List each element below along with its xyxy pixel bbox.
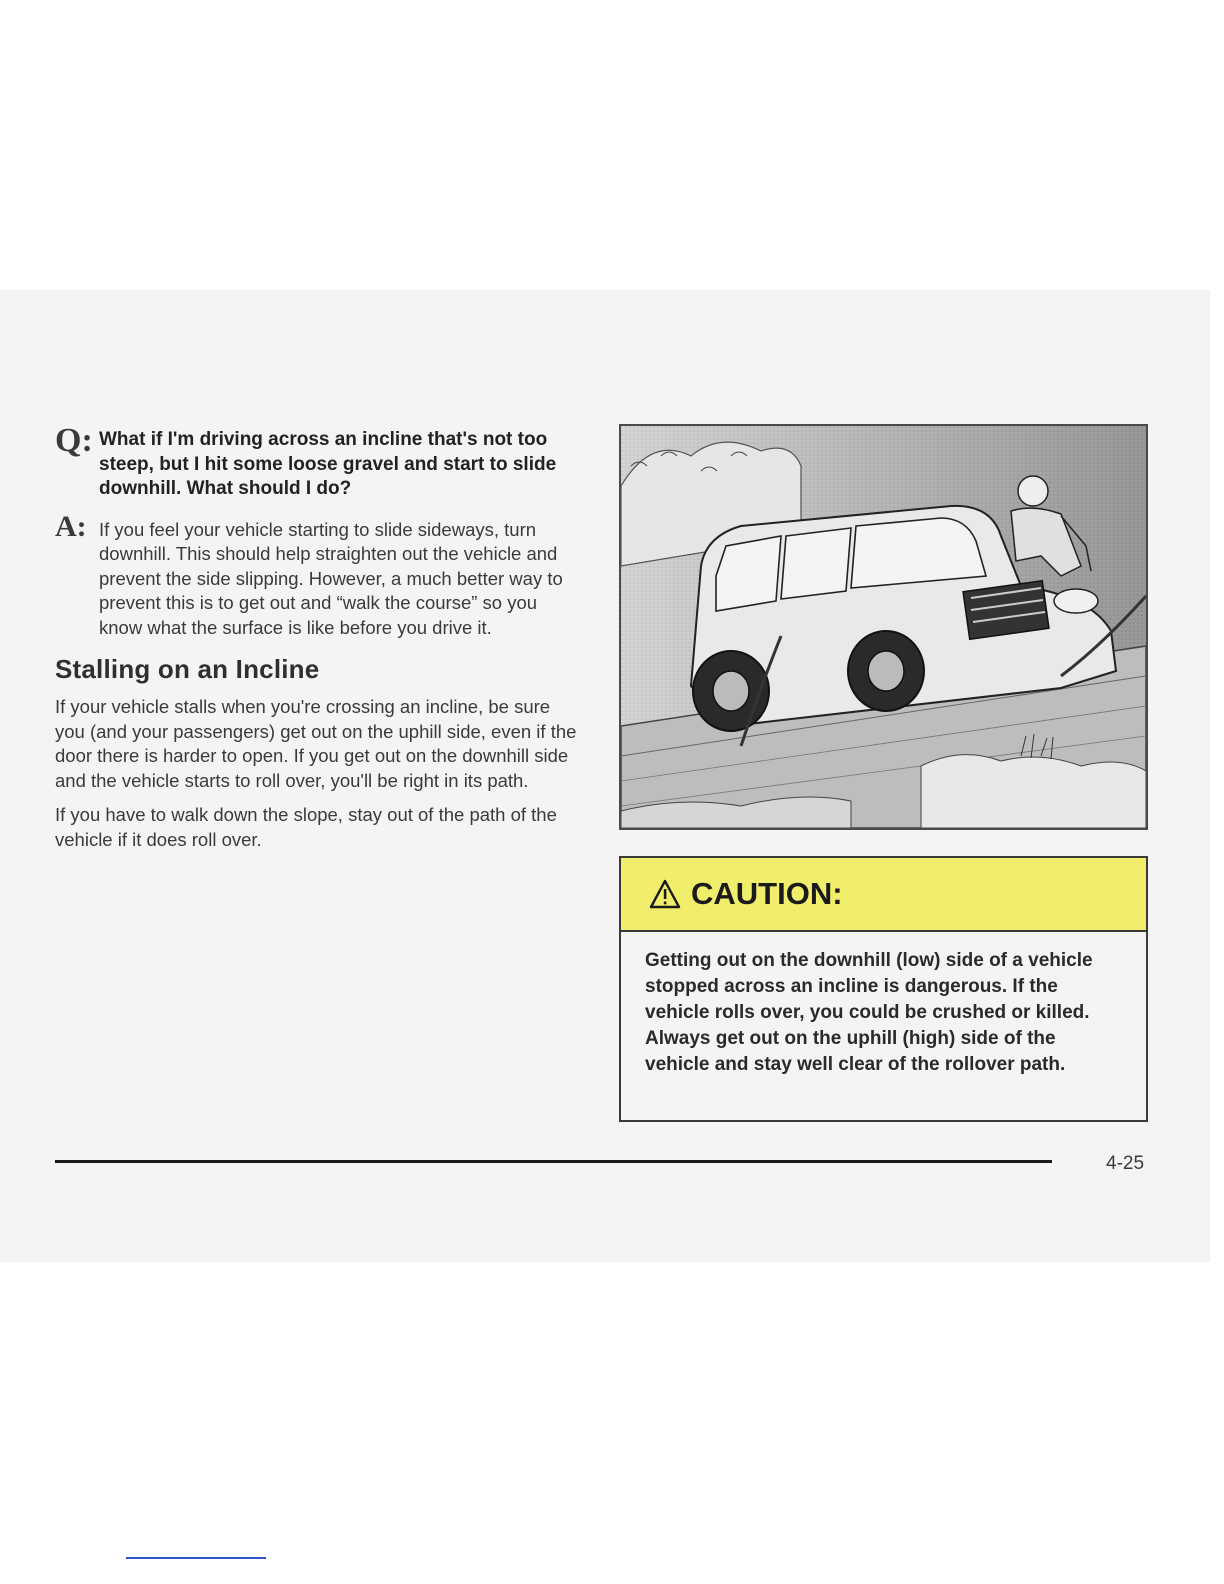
bottom-link-underline xyxy=(126,1557,266,1559)
body-paragraph-1: If your vehicle stalls when you're crossing an incline, be sure you (and your passengers) get out on the uphill side, even if the door there is harder to open. If you get out on the downhill side and the vehicle starts to roll over, you'll be right in its path. xyxy=(55,696,577,791)
page-number: 4-25 xyxy=(1106,1153,1145,1174)
section-heading: Stalling on an Incline xyxy=(55,654,320,684)
question-text: What if I'm driving across an incline that's not too steep, but I hit some loose gravel and start to slide downhill. What should I do? xyxy=(99,429,557,499)
warning-triangle-icon xyxy=(649,879,681,909)
answer-marker: A: xyxy=(55,509,87,543)
footer-rule xyxy=(55,1160,1052,1163)
question-block xyxy=(55,422,585,502)
body-paragraph-2: If you have to walk down the slope, stay out of the path of the vehicle if it does roll over. xyxy=(55,804,557,850)
caution-title: CAUTION: xyxy=(691,876,843,911)
answer-text: If you feel your vehicle starting to slide sideways, turn downhill. This should help straighten out the vehicle and prevent the side slipping. However, a much better way to prevent this is to get out and “walk the course” so you know what the surface is like before you drive it. xyxy=(99,518,563,638)
suv-incline-illustration xyxy=(619,424,1148,830)
question-marker: Q: xyxy=(55,422,93,459)
left-column xyxy=(55,422,585,862)
caution-text: Getting out on the downhill (low) side of a vehicle stopped across an incline is dangerous. If the vehicle rolls over, you could be crushed or killed. Always get out on the uphill (high) side of the vehicle and stay well clear of the rollover path. xyxy=(645,950,1093,1075)
caution-header xyxy=(621,858,1146,932)
answer-block xyxy=(55,509,585,641)
caution-box xyxy=(619,856,1148,1122)
